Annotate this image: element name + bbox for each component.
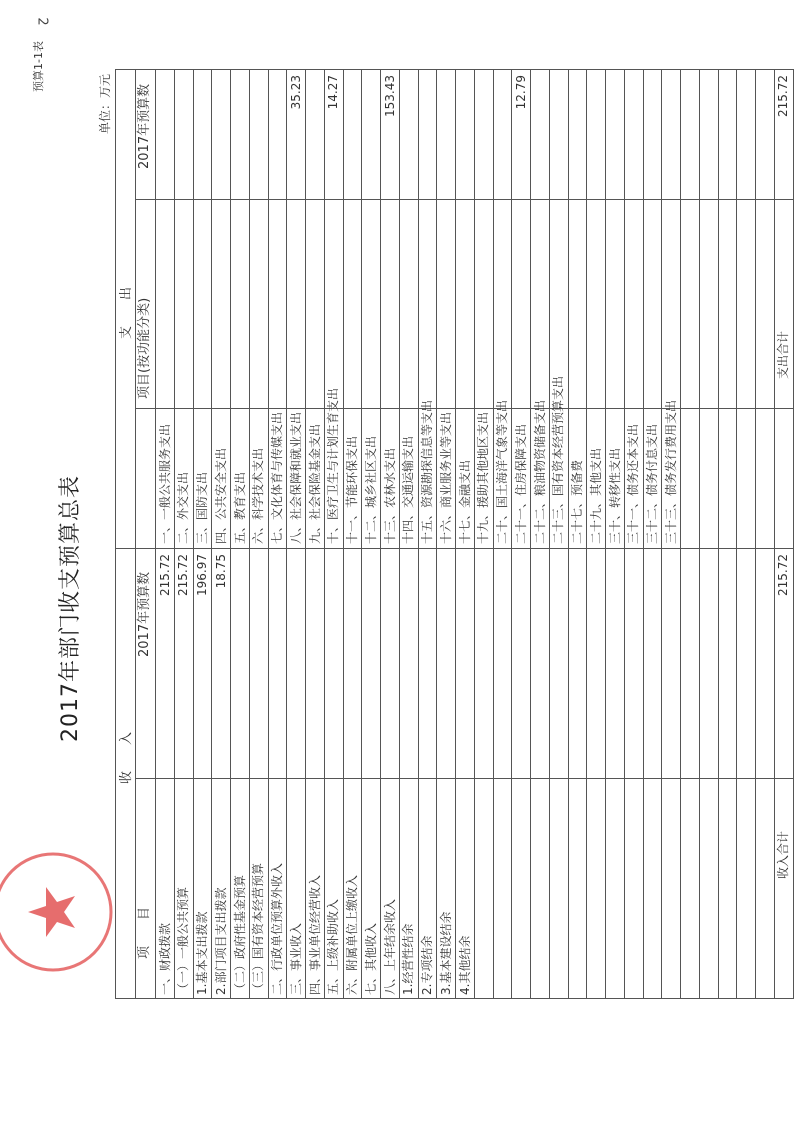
expense-row-label: 二十二、粮油物资储备支出 (532, 399, 547, 544)
table-column-rule (135, 199, 794, 200)
income-row-label: 3.基本建设结余 (438, 911, 453, 995)
expense-row-label: 二十一、住房保障支出 (513, 423, 528, 544)
income-row-label: 1.基本支出拨款 (195, 911, 209, 995)
expense-row-label: 十三、农林水支出 (382, 447, 397, 544)
expense-row-label: 十、医疗卫生与计划生育支出 (326, 387, 341, 544)
expense-row-label: 七、文化体育与传媒支出 (270, 411, 284, 544)
expense-row-value: 153.43 (382, 75, 397, 117)
expense-row-label: 五、教育支出 (232, 471, 247, 544)
expense-total-value: 215.72 (776, 75, 791, 117)
table-rule (718, 70, 719, 999)
expense-item-header: 项目(按功能分类) (137, 297, 152, 399)
budget-table (115, 70, 794, 999)
table-column-rule (135, 408, 794, 409)
table-rule (135, 70, 136, 999)
income-row-label: 一、财政拨款 (157, 922, 172, 995)
income-row-label: 六、附属单位上缴收入 (345, 874, 359, 995)
expense-row-label: 九、社会保险基金支出 (307, 423, 322, 544)
expense-row-value: 35.23 (288, 75, 303, 110)
income-row-label: 2.专项结余 (420, 935, 434, 995)
expense-row-label: 十六、商业服务业等支出 (438, 411, 453, 544)
expense-row-label: 四、公共安全支出 (213, 447, 228, 544)
income-row-label: 四、事业单位经营收入 (307, 874, 322, 995)
table-column-rule (135, 778, 794, 779)
expense-row-label: 八、社会保障和就业支出 (288, 411, 303, 544)
expense-row-label: 十二、城乡社区支出 (363, 435, 378, 544)
income-row-label: 二、行政单位预算外收入 (270, 862, 284, 995)
income-row-label: 1.经营性结余 (401, 923, 416, 995)
expense-row-label: 三十一、债务还本支出 (626, 423, 641, 544)
table-column-rule (115, 69, 794, 70)
income-row-label: （一）一般公共预算 (176, 886, 191, 995)
expense-row-label: 二、外交支出 (176, 471, 191, 544)
expense-total-label: 支出合计 (776, 330, 791, 379)
expense-row-label: 十七、金融支出 (457, 459, 472, 544)
income-total-label: 收入合计 (776, 830, 791, 879)
table-column-rule (115, 998, 794, 999)
table-column-rule (115, 548, 794, 549)
expense-row-label: 二十七、预备费 (570, 459, 584, 544)
income-group-header: 收 入 (119, 731, 134, 784)
income-row-value: 215.72 (176, 554, 191, 596)
expense-row-label: 二十三、国有资本经营预算支出 (551, 375, 566, 544)
expense-row-label: 十五、资源勘探信息等支出 (420, 399, 434, 544)
expense-row-label: 一、一般公共服务支出 (157, 423, 172, 544)
expense-row-label: 二十、国土海洋气象等支出 (495, 399, 509, 544)
expense-amount-header: 2017年预算数 (137, 83, 152, 169)
table-rule (699, 70, 700, 999)
table-rule (755, 70, 756, 999)
income-row-value: 196.97 (195, 554, 209, 596)
income-item-header: 项 目 (137, 906, 152, 959)
table-rule (680, 70, 681, 999)
expense-row-label: 三、国防支出 (195, 471, 209, 544)
table-rule (793, 70, 794, 999)
income-row-label: （二）政府性基金预算 (232, 874, 247, 995)
table-rule (736, 70, 737, 999)
income-total-value: 215.72 (776, 554, 791, 596)
expense-row-label: 二十九、其他支出 (588, 447, 603, 544)
income-row-label: 七、其他收入 (363, 922, 378, 995)
income-row-label: 三、事业收入 (288, 922, 303, 995)
income-row-label: 4.其他结余 (457, 935, 472, 995)
expense-row-value: 14.27 (326, 75, 341, 110)
expense-row-label: 十一、节能环保支出 (345, 435, 359, 544)
page-title: 2017年部门收支预算总表 (58, 475, 83, 742)
income-row-label: 五、上级补助收入 (326, 898, 341, 995)
expense-group-header: 支 出 (119, 286, 134, 339)
form-number: 预算1-1表 (32, 41, 45, 92)
expense-row-label: 六、科学技术支出 (251, 447, 266, 544)
income-row-label: 2.部门项目支出拨款 (213, 887, 228, 995)
expense-row-label: 十四、交通运输支出 (401, 435, 416, 544)
expense-row-value: 12.79 (513, 75, 528, 110)
expense-row-label: 三十二、债务付息支出 (645, 423, 659, 544)
expense-row-label: 十九、援助其他地区支出 (476, 411, 491, 544)
income-row-label: （三）国有资本经营预算 (251, 862, 266, 995)
expense-row-label: 三十三、债务发行费用支出 (663, 399, 678, 544)
income-row-label: 八、上年结余收入 (382, 898, 397, 995)
page-number: 2 (34, 17, 50, 26)
income-row-value: 215.72 (157, 554, 172, 596)
income-row-value: 18.75 (213, 554, 228, 589)
unit-label: 单位：万元 (98, 73, 112, 134)
expense-row-label: 三十、转移性支出 (607, 447, 622, 544)
official-seal-stamp (0, 847, 118, 977)
income-amount-header: 2017年预算数 (137, 571, 152, 657)
